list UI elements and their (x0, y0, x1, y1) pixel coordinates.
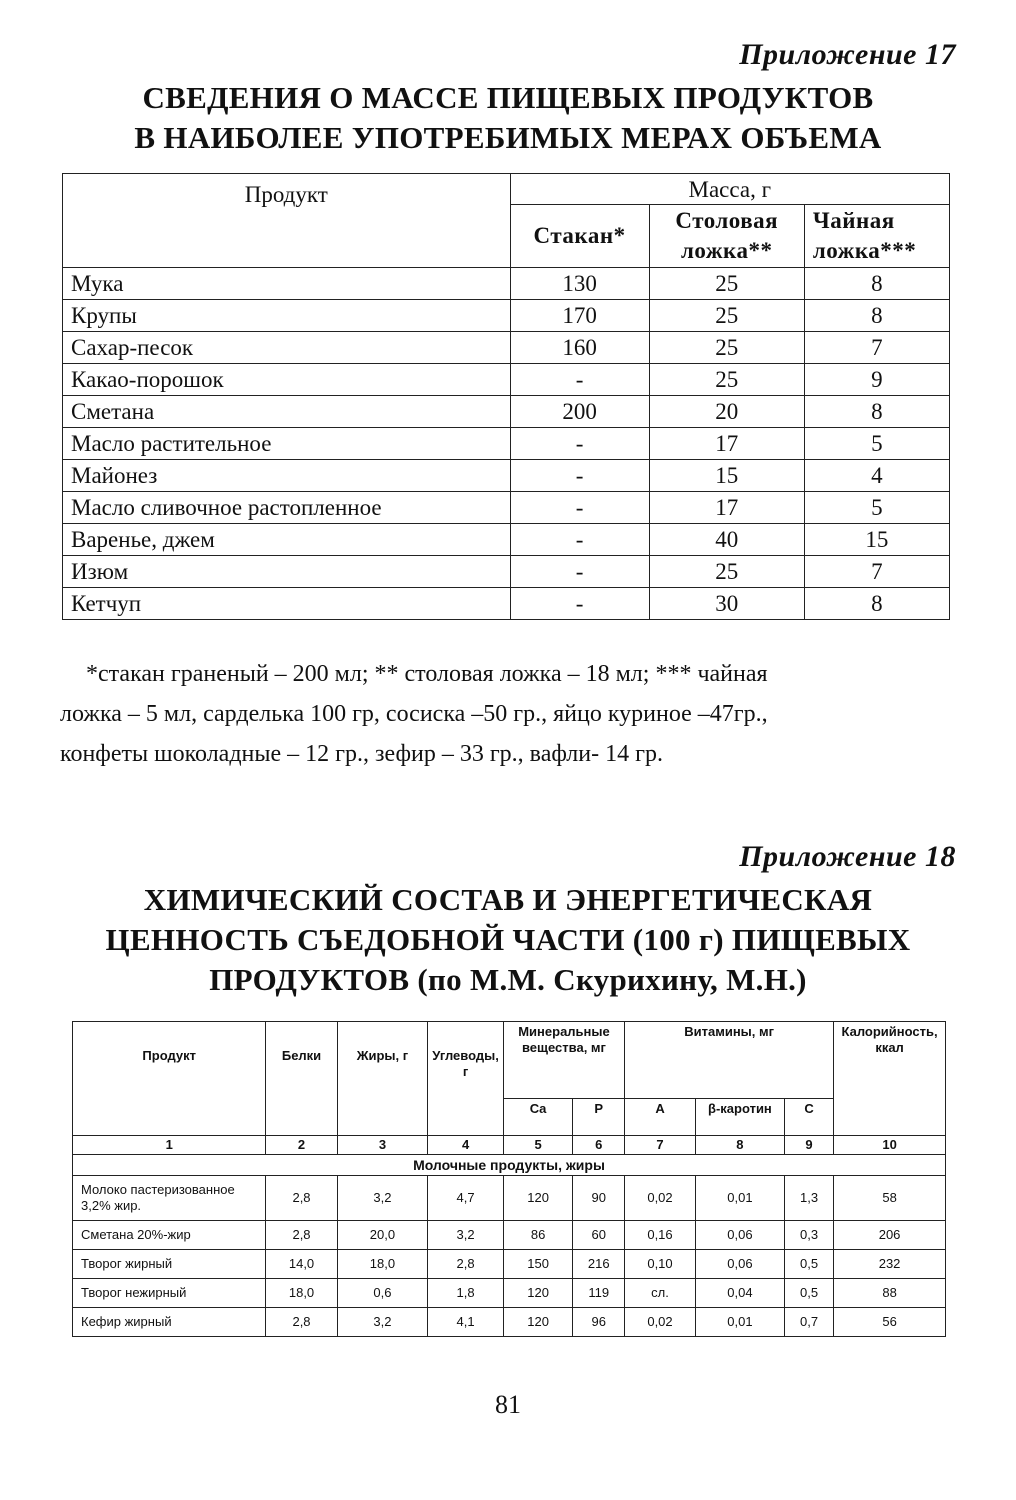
product-cell: Сметана (63, 396, 511, 428)
value-cell: 2,8 (266, 1176, 337, 1221)
teaspoon-cell: 9 (804, 364, 949, 396)
value-cell: 90 (573, 1176, 625, 1221)
value-cell: 150 (503, 1250, 573, 1279)
glass-cell: 170 (510, 300, 649, 332)
product-cell: Кетчуп (63, 588, 511, 620)
header-product: Продукт (73, 1022, 266, 1136)
value-cell: 60 (573, 1221, 625, 1250)
appendix-17-title (40, 78, 976, 158)
product-cell: Кефир жирный (73, 1308, 266, 1337)
title-line: СВЕДЕНИЯ О МАССЕ ПИЩЕВЫХ ПРОДУКТОВ (142, 80, 874, 115)
glass-cell: - (510, 428, 649, 460)
appendix-18-title (40, 880, 976, 1000)
value-cell: 88 (834, 1279, 946, 1308)
header-vitamins: Витамины, мг (625, 1022, 834, 1099)
header-beta-carotene: β-каротин (695, 1099, 784, 1136)
column-number: 8 (695, 1136, 784, 1155)
tablespoon-cell: 25 (649, 332, 804, 364)
glass-cell: - (510, 588, 649, 620)
tablespoon-cell: 30 (649, 588, 804, 620)
glass-cell: 160 (510, 332, 649, 364)
product-cell: Крупы (63, 300, 511, 332)
tablespoon-cell: 17 (649, 492, 804, 524)
tablespoon-cell: 25 (649, 364, 804, 396)
chemical-composition-table (72, 1021, 946, 1337)
value-cell: 0,6 (337, 1279, 428, 1308)
value-cell: 3,2 (337, 1176, 428, 1221)
tablespoon-cell: 25 (649, 268, 804, 300)
table-row (73, 1250, 946, 1279)
value-cell: 0,7 (784, 1308, 833, 1337)
header-glass: Стакан* (510, 205, 649, 268)
product-cell: Творог жирный (73, 1250, 266, 1279)
value-cell: 119 (573, 1279, 625, 1308)
value-cell: 86 (503, 1221, 573, 1250)
value-cell: 0,01 (695, 1176, 784, 1221)
value-cell: сл. (625, 1279, 696, 1308)
section-row (73, 1155, 946, 1176)
value-cell: 2,8 (266, 1221, 337, 1250)
value-cell: 14,0 (266, 1250, 337, 1279)
food-mass-table (62, 173, 950, 620)
header-teaspoon: Чайная ложка*** (804, 205, 949, 268)
tablespoon-cell: 20 (649, 396, 804, 428)
title-line: В НАИБОЛЕЕ УПОТРЕБИМЫХ МЕРАХ ОБЪЕМА (134, 120, 882, 155)
teaspoon-cell: 8 (804, 396, 949, 428)
header-phosphorus: P (573, 1099, 625, 1136)
value-cell: 2,8 (428, 1250, 504, 1279)
column-number: 1 (73, 1136, 266, 1155)
footnote-line: конфеты шоколадные – 12 гр., зефир – 33 гр., вафли- 14 гр. (60, 741, 663, 767)
column-number: 3 (337, 1136, 428, 1155)
teaspoon-cell: 8 (804, 268, 949, 300)
header-vitamin-a: A (625, 1099, 696, 1136)
product-cell: Майонез (63, 460, 511, 492)
header-minerals: Минеральные вещества, мг (503, 1022, 624, 1099)
glass-cell: - (510, 524, 649, 556)
value-cell: 1,3 (784, 1176, 833, 1221)
footnote-line: ложка – 5 мл, сарделька 100 гр, сосиска –50 гр., яйцо куриное –47гр., (60, 701, 768, 727)
value-cell: 232 (834, 1250, 946, 1279)
header-vitamin-c: C (784, 1099, 833, 1136)
tablespoon-cell: 15 (649, 460, 804, 492)
value-cell: 2,8 (266, 1308, 337, 1337)
value-cell: 20,0 (337, 1221, 428, 1250)
product-cell: Масло сливочное растопленное (63, 492, 511, 524)
value-cell: 216 (573, 1250, 625, 1279)
value-cell: 0,5 (784, 1250, 833, 1279)
value-cell: 0,06 (695, 1250, 784, 1279)
teaspoon-cell: 5 (804, 492, 949, 524)
value-cell: 120 (503, 1279, 573, 1308)
value-cell: 0,16 (625, 1221, 696, 1250)
value-cell: 0,02 (625, 1176, 696, 1221)
value-cell: 56 (834, 1308, 946, 1337)
glass-cell: 200 (510, 396, 649, 428)
teaspoon-cell: 8 (804, 300, 949, 332)
table-row (63, 460, 950, 492)
table-row (63, 588, 950, 620)
product-cell: Изюм (63, 556, 511, 588)
tablespoon-cell: 25 (649, 556, 804, 588)
header-carbohydrates: Углеводы, г (428, 1022, 504, 1136)
product-cell: Сметана 20%-жир (73, 1221, 266, 1250)
column-number: 7 (625, 1136, 696, 1155)
value-cell: 1,8 (428, 1279, 504, 1308)
section-title: Молочные продукты, жиры (73, 1155, 946, 1176)
teaspoon-cell: 7 (804, 556, 949, 588)
column-number: 6 (573, 1136, 625, 1155)
teaspoon-cell: 5 (804, 428, 949, 460)
header-calories: Калорийность, ккал (834, 1022, 946, 1136)
value-cell: 58 (834, 1176, 946, 1221)
teaspoon-cell: 4 (804, 460, 949, 492)
title-line: ПРОДУКТОВ (по М.М. Скурихину, М.Н.) (209, 962, 807, 997)
table-row (63, 300, 950, 332)
value-cell: 3,2 (337, 1308, 428, 1337)
value-cell: 206 (834, 1221, 946, 1250)
product-cell: Масло растительное (63, 428, 511, 460)
product-cell: Молоко пастеризованное 3,2% жир. (73, 1176, 266, 1221)
glass-cell: - (510, 460, 649, 492)
column-number-row (73, 1136, 946, 1155)
value-cell: 0,04 (695, 1279, 784, 1308)
product-cell: Варенье, джем (63, 524, 511, 556)
product-cell: Какао-порошок (63, 364, 511, 396)
table-row (63, 492, 950, 524)
title-line: ХИМИЧЕСКИЙ СОСТАВ И ЭНЕРГЕТИЧЕСКАЯ (143, 882, 873, 917)
value-cell: 0,06 (695, 1221, 784, 1250)
glass-cell: - (510, 556, 649, 588)
header-protein: Белки (266, 1022, 337, 1136)
value-cell: 18,0 (266, 1279, 337, 1308)
table-row (63, 364, 950, 396)
value-cell: 0,5 (784, 1279, 833, 1308)
header-product: Продукт (63, 174, 511, 268)
tablespoon-cell: 25 (649, 300, 804, 332)
footnote (60, 654, 960, 774)
appendix-17-label: Приложение 17 (739, 38, 956, 71)
table-row (73, 1221, 946, 1250)
glass-cell: - (510, 364, 649, 396)
column-number: 9 (784, 1136, 833, 1155)
table-row (73, 1176, 946, 1221)
table-row (63, 268, 950, 300)
table-row (63, 556, 950, 588)
product-cell: Мука (63, 268, 511, 300)
header-calcium: Ca (503, 1099, 573, 1136)
title-line: ЦЕННОСТЬ СЪЕДОБНОЙ ЧАСТИ (100 г) ПИЩЕВЫХ (105, 922, 911, 957)
footnote-line: *стакан граненый – 200 мл; ** столовая ложка – 18 мл; *** чайная (86, 661, 768, 687)
column-number: 4 (428, 1136, 504, 1155)
value-cell: 0,10 (625, 1250, 696, 1279)
header-mass: Масса, г (510, 174, 950, 205)
product-cell: Сахар-песок (63, 332, 511, 364)
glass-cell: 130 (510, 268, 649, 300)
table-row (63, 524, 950, 556)
column-number: 5 (503, 1136, 573, 1155)
header-fat: Жиры, г (337, 1022, 428, 1136)
table-row (73, 1308, 946, 1337)
glass-cell: - (510, 492, 649, 524)
value-cell: 96 (573, 1308, 625, 1337)
value-cell: 3,2 (428, 1221, 504, 1250)
tablespoon-cell: 40 (649, 524, 804, 556)
teaspoon-cell: 15 (804, 524, 949, 556)
chemical-composition-rows (73, 1136, 946, 1337)
table-row (63, 332, 950, 364)
value-cell: 4,1 (428, 1308, 504, 1337)
value-cell: 0,3 (784, 1221, 833, 1250)
tablespoon-cell: 17 (649, 428, 804, 460)
value-cell: 0,02 (625, 1308, 696, 1337)
food-mass-rows (63, 268, 950, 620)
teaspoon-cell: 8 (804, 588, 949, 620)
value-cell: 4,7 (428, 1176, 504, 1221)
value-cell: 120 (503, 1308, 573, 1337)
teaspoon-cell: 7 (804, 332, 949, 364)
table-row (63, 428, 950, 460)
column-number: 10 (834, 1136, 946, 1155)
header-tablespoon: Столовая ложка** (649, 205, 804, 268)
table-row (73, 1279, 946, 1308)
column-number: 2 (266, 1136, 337, 1155)
product-cell: Творог нежирный (73, 1279, 266, 1308)
value-cell: 0,01 (695, 1308, 784, 1337)
appendix-18-label: Приложение 18 (739, 840, 956, 873)
value-cell: 18,0 (337, 1250, 428, 1279)
page-number: 81 (495, 1390, 521, 1419)
table-row (63, 396, 950, 428)
value-cell: 120 (503, 1176, 573, 1221)
